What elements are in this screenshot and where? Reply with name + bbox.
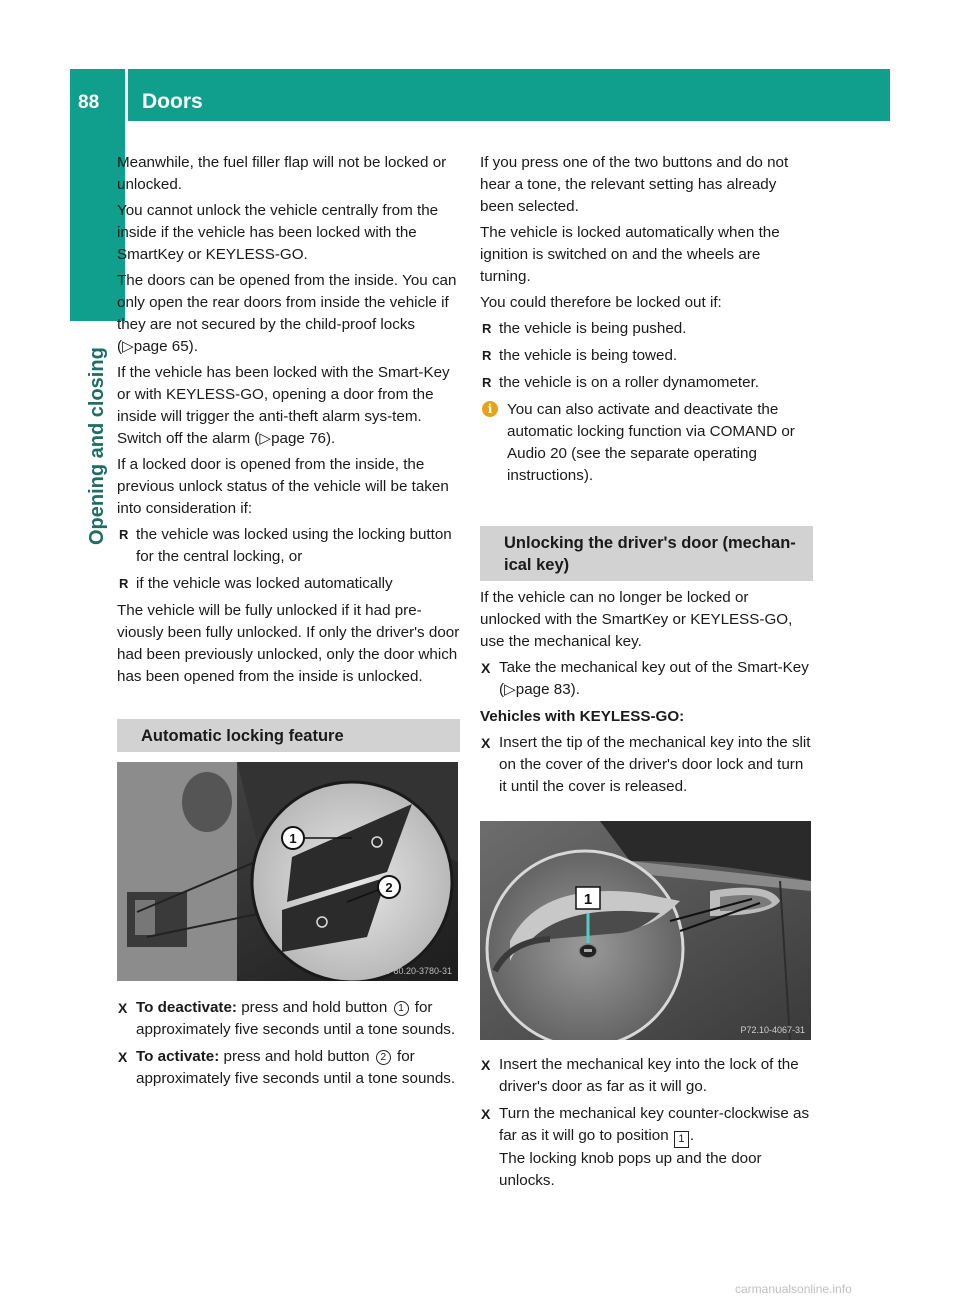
driver-door-lock-figure [480, 821, 811, 1040]
paragraph: The doors can be opened from the inside. You can only open the rear doors from inside the vehicle if they are not secured by the child-proof locks (▷page 65). [117, 272, 457, 355]
step-arrow-icon: X [481, 660, 491, 676]
paragraph: You cannot unlock the vehicle centrally from the inside if the vehicle has been locked with the SmartKey or KEYLESS-GO. [117, 202, 439, 263]
step-item: X To deactivate: press and hold button 1 for approximately five seconds until a tone sounds. [118, 999, 456, 1038]
subheading: Vehicles with KEYLESS-GO: [480, 708, 685, 725]
right-column [480, 152, 813, 1197]
figure-callout-2: 2 [385, 880, 393, 895]
list-item: R the vehicle was locked using the locking button for the central locking, or [119, 526, 452, 565]
list-item: R the vehicle is being pushed. [480, 318, 813, 340]
left-column [117, 152, 460, 1095]
figure-code: P80.20-3780-31 [387, 966, 452, 976]
paragraph: If a locked door is opened from the inside, the previous unlock status of the vehicle will be taken into consideration if: [117, 456, 449, 517]
paragraph: If the vehicle can no longer be locked or unlocked with the SmartKey or KEYLESS-GO, use the mechanical key. [480, 589, 793, 650]
footer-watermark: carmanualsonline.info [735, 1282, 852, 1296]
paragraph: If you press one of the two buttons and do not hear a tone, the relevant setting has already been selected. [480, 154, 789, 215]
callout-ref: 2 [376, 1050, 391, 1065]
list-item: R if the vehicle was locked automatically [117, 573, 460, 595]
figure-callout-1: 1 [289, 831, 297, 846]
step-item: X Insert the tip of the mechanical key into the slit on the cover of the driver's door lock and turn it until the cover is released. [481, 734, 811, 795]
page-title: Doors [142, 90, 203, 113]
step-arrow-icon: X [118, 1000, 128, 1016]
bullet-icon: R [482, 348, 492, 363]
page-ref-arrow-icon: ▷ [504, 681, 516, 698]
step-arrow-icon: X [481, 735, 491, 751]
paragraph: The vehicle is locked automatically when the ignition is switched on and the wheels are turning. [480, 224, 780, 285]
callout-ref: 1 [394, 1001, 409, 1016]
header-separator [125, 69, 128, 121]
page-ref-arrow-icon: ▷ [122, 338, 134, 355]
figure-code: P72.10-4067-31 [740, 1025, 805, 1035]
section-heading: Unlocking the driver's door (mechan-ical key) [480, 526, 813, 581]
paragraph: If the vehicle has been locked with the Smart-Key or with KEYLESS-GO, opening a door from the inside will trigger the anti-theft alarm sys-tem. Switch off the alarm (▷page 76). [117, 364, 450, 447]
bullet-icon: R [119, 527, 129, 542]
paragraph: You could therefore be locked out if: [480, 294, 722, 311]
automatic-locking-figure [117, 762, 458, 981]
info-icon: i [482, 401, 498, 417]
step-arrow-icon: X [481, 1106, 491, 1122]
info-note: i You can also activate and deactivate the automatic locking function via COMAND or Audio 20 (see the separate operating instructions). [480, 399, 813, 487]
page-ref-link[interactable]: page 76 [271, 430, 326, 447]
step-arrow-icon: X [481, 1057, 491, 1073]
step-item: X To activate: press and hold button 2 for approximately five seconds until a tone sounds. [118, 1048, 456, 1087]
step-item: X Turn the mechanical key counter-clockwise as far as it will go to position 1 . The locking knob pops up and the door unlocks. [481, 1105, 810, 1189]
figure-position-label: 1 [583, 891, 593, 908]
step-item: X Insert the mechanical key into the lock of the driver's door as far as it will go. [481, 1056, 799, 1095]
bullet-icon: R [119, 576, 129, 591]
section-heading: Automatic locking feature [117, 719, 460, 752]
list-item: R the vehicle is being towed. [480, 345, 813, 367]
list-item: R the vehicle is on a roller dynamometer. [480, 372, 813, 394]
page-ref-arrow-icon: ▷ [259, 430, 272, 447]
page-ref-link[interactable]: page 83 [515, 681, 571, 698]
paragraph: Meanwhile, the fuel filler flap will not be locked or unlocked. [117, 154, 447, 193]
paragraph: The vehicle will be fully unlocked if it had pre-viously been fully unlocked. If only the driver's door had been previously unlocked, only the door which has been opened from the inside is unlocked. [117, 602, 460, 685]
bullet-icon: R [482, 375, 492, 390]
position-ref: 1 [674, 1131, 689, 1148]
step-arrow-icon: X [118, 1049, 128, 1065]
step-item: X Take the mechanical key out of the Smart-Key (▷page 83). [481, 659, 809, 698]
bullet-icon: R [482, 321, 492, 336]
page-number: 88 [78, 92, 100, 113]
page-ref-link[interactable]: page 65 [133, 338, 189, 355]
